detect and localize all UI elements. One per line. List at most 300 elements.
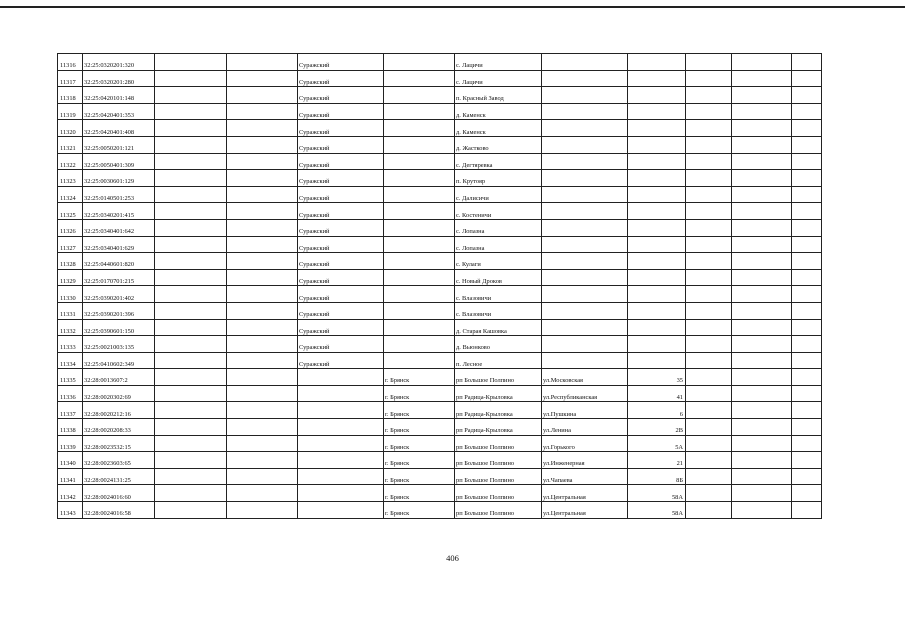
cell-settlement: с. Лопазна bbox=[455, 236, 542, 253]
table-row bbox=[58, 452, 822, 469]
cell-street bbox=[542, 70, 628, 87]
cell-empty bbox=[792, 435, 822, 452]
cell-settlement: д. Жастково bbox=[455, 136, 542, 153]
cell-district bbox=[298, 402, 384, 419]
cell-empty bbox=[792, 419, 822, 436]
cell-city bbox=[384, 286, 455, 303]
cell-street bbox=[542, 236, 628, 253]
cell-district bbox=[298, 485, 384, 502]
cell-empty bbox=[732, 352, 792, 369]
cell-empty bbox=[155, 402, 227, 419]
cell-empty bbox=[227, 269, 298, 286]
cell-district: Суражский bbox=[298, 219, 384, 236]
table-row bbox=[58, 70, 822, 87]
cell-street bbox=[542, 186, 628, 203]
cell-empty bbox=[686, 70, 732, 87]
table-row bbox=[58, 103, 822, 120]
cell-empty bbox=[732, 136, 792, 153]
cell-city bbox=[384, 70, 455, 87]
cell-record-number: 11325 bbox=[58, 203, 83, 220]
cell-district: Суражский bbox=[298, 153, 384, 170]
cell-empty bbox=[686, 336, 732, 353]
cell-empty bbox=[155, 253, 227, 270]
cell-empty bbox=[732, 319, 792, 336]
cell-empty bbox=[792, 319, 822, 336]
cell-empty bbox=[732, 502, 792, 519]
cell-record-number: 11326 bbox=[58, 219, 83, 236]
cell-empty bbox=[732, 485, 792, 502]
cell-house: 35 bbox=[628, 369, 686, 386]
cell-record-number: 11328 bbox=[58, 253, 83, 270]
cell-empty bbox=[686, 136, 732, 153]
cell-city: г. Брянск bbox=[384, 402, 455, 419]
registry-table bbox=[57, 53, 822, 519]
cell-street: ул.Центральная bbox=[542, 485, 628, 502]
cell-empty bbox=[792, 485, 822, 502]
cell-empty bbox=[155, 502, 227, 519]
cell-empty bbox=[155, 153, 227, 170]
cell-record-number: 11321 bbox=[58, 136, 83, 153]
cell-settlement: п. Лесное bbox=[455, 352, 542, 369]
cell-settlement: д. Каменск bbox=[455, 103, 542, 120]
table-row bbox=[58, 269, 822, 286]
cell-cadastral-number: 32:25:0410602:349 bbox=[83, 352, 155, 369]
cell-house bbox=[628, 302, 686, 319]
cell-settlement: рп Большое Полпино bbox=[455, 435, 542, 452]
cell-settlement: рп Радица-Крыловка bbox=[455, 385, 542, 402]
cell-empty bbox=[686, 302, 732, 319]
cell-empty bbox=[686, 402, 732, 419]
cell-empty bbox=[732, 385, 792, 402]
cell-district: Суражский bbox=[298, 203, 384, 220]
cell-empty bbox=[686, 54, 732, 71]
cell-house bbox=[628, 253, 686, 270]
cell-empty bbox=[732, 286, 792, 303]
page-number: 406 bbox=[446, 553, 459, 563]
cell-cadastral-number: 32:28:0020302:69 bbox=[83, 385, 155, 402]
cell-record-number: 11331 bbox=[58, 302, 83, 319]
cell-house bbox=[628, 336, 686, 353]
cell-record-number: 11338 bbox=[58, 419, 83, 436]
cell-empty bbox=[686, 203, 732, 220]
cell-city bbox=[384, 120, 455, 137]
cell-empty bbox=[155, 435, 227, 452]
cell-city bbox=[384, 87, 455, 104]
cell-empty bbox=[732, 120, 792, 137]
cell-empty bbox=[227, 352, 298, 369]
cell-record-number: 11334 bbox=[58, 352, 83, 369]
cell-empty bbox=[792, 136, 822, 153]
cell-house: 58А bbox=[628, 485, 686, 502]
cell-house: 5А bbox=[628, 435, 686, 452]
cell-district: Суражский bbox=[298, 136, 384, 153]
cell-empty bbox=[732, 170, 792, 187]
table-row bbox=[58, 402, 822, 419]
cell-house bbox=[628, 153, 686, 170]
cell-empty bbox=[155, 319, 227, 336]
cell-empty bbox=[792, 336, 822, 353]
cell-empty bbox=[792, 170, 822, 187]
cell-settlement: д. Вьюнково bbox=[455, 336, 542, 353]
cell-house bbox=[628, 352, 686, 369]
cell-cadastral-number: 32:25:0440601:820 bbox=[83, 253, 155, 270]
cell-street bbox=[542, 302, 628, 319]
cell-house bbox=[628, 103, 686, 120]
cell-empty bbox=[686, 286, 732, 303]
table-row bbox=[58, 54, 822, 71]
cell-empty bbox=[227, 485, 298, 502]
cell-settlement: с. Далисичи bbox=[455, 186, 542, 203]
cell-empty bbox=[792, 352, 822, 369]
cell-district: Суражский bbox=[298, 269, 384, 286]
cell-cadastral-number: 32:25:0140501:253 bbox=[83, 186, 155, 203]
cell-house bbox=[628, 286, 686, 303]
cell-empty bbox=[227, 419, 298, 436]
cell-house: 41 bbox=[628, 385, 686, 402]
cell-settlement: с. Лацичи bbox=[455, 70, 542, 87]
cell-empty bbox=[227, 286, 298, 303]
cell-empty bbox=[792, 452, 822, 469]
cell-empty bbox=[792, 153, 822, 170]
cell-empty bbox=[227, 435, 298, 452]
cell-empty bbox=[686, 153, 732, 170]
cell-house: 6 bbox=[628, 402, 686, 419]
cell-street bbox=[542, 352, 628, 369]
cell-empty bbox=[732, 70, 792, 87]
cell-city bbox=[384, 54, 455, 71]
table-row bbox=[58, 419, 822, 436]
cell-settlement: рп Большое Полпино bbox=[455, 452, 542, 469]
cell-street bbox=[542, 319, 628, 336]
cell-city bbox=[384, 269, 455, 286]
cell-empty bbox=[686, 319, 732, 336]
cell-city bbox=[384, 236, 455, 253]
cell-empty bbox=[732, 253, 792, 270]
cell-empty bbox=[792, 402, 822, 419]
cell-empty bbox=[227, 302, 298, 319]
cell-empty bbox=[792, 87, 822, 104]
cell-street: ул.Пушкина bbox=[542, 402, 628, 419]
cell-district: Суражский bbox=[298, 120, 384, 137]
cell-empty bbox=[732, 203, 792, 220]
cell-empty bbox=[792, 54, 822, 71]
cell-district: Суражский bbox=[298, 186, 384, 203]
cell-empty bbox=[155, 70, 227, 87]
cell-empty bbox=[686, 170, 732, 187]
cell-empty bbox=[155, 87, 227, 104]
cell-settlement: д. Каменск bbox=[455, 120, 542, 137]
table-row bbox=[58, 170, 822, 187]
cell-city: г. Брянск bbox=[384, 369, 455, 386]
table-row bbox=[58, 385, 822, 402]
cell-empty bbox=[686, 269, 732, 286]
cell-city bbox=[384, 219, 455, 236]
cell-empty bbox=[792, 286, 822, 303]
cell-empty bbox=[227, 153, 298, 170]
cell-cadastral-number: 32:25:0390201:402 bbox=[83, 286, 155, 303]
cell-empty bbox=[227, 87, 298, 104]
cell-empty bbox=[792, 502, 822, 519]
cell-street bbox=[542, 120, 628, 137]
cell-record-number: 11341 bbox=[58, 468, 83, 485]
cell-cadastral-number: 32:25:0320201:280 bbox=[83, 70, 155, 87]
table-row bbox=[58, 236, 822, 253]
table-row bbox=[58, 502, 822, 519]
cell-empty bbox=[155, 170, 227, 187]
cell-settlement: с. Влазовичи bbox=[455, 286, 542, 303]
cell-empty bbox=[792, 253, 822, 270]
cell-empty bbox=[686, 253, 732, 270]
cell-empty bbox=[227, 70, 298, 87]
cell-district: Суражский bbox=[298, 302, 384, 319]
cell-record-number: 11316 bbox=[58, 54, 83, 71]
cell-cadastral-number: 32:28:0020208:33 bbox=[83, 419, 155, 436]
cell-record-number: 11332 bbox=[58, 319, 83, 336]
cell-empty bbox=[155, 336, 227, 353]
cell-empty bbox=[227, 452, 298, 469]
cell-house bbox=[628, 87, 686, 104]
cell-street bbox=[542, 87, 628, 104]
table-row bbox=[58, 468, 822, 485]
cell-empty bbox=[227, 203, 298, 220]
cell-settlement: с. Лацичи bbox=[455, 54, 542, 71]
cell-house: 21 bbox=[628, 452, 686, 469]
cell-empty bbox=[155, 103, 227, 120]
cell-city bbox=[384, 336, 455, 353]
cell-empty bbox=[155, 219, 227, 236]
cell-house bbox=[628, 203, 686, 220]
cell-record-number: 11324 bbox=[58, 186, 83, 203]
cell-cadastral-number: 32:28:0013607:2 bbox=[83, 369, 155, 386]
cell-street bbox=[542, 136, 628, 153]
cell-cadastral-number: 32:25:0340401:629 bbox=[83, 236, 155, 253]
cell-district: Суражский bbox=[298, 319, 384, 336]
cell-empty bbox=[227, 54, 298, 71]
table-row bbox=[58, 153, 822, 170]
cell-cadastral-number: 32:25:0390201:396 bbox=[83, 302, 155, 319]
cell-street: ул.Горького bbox=[542, 435, 628, 452]
cell-city bbox=[384, 186, 455, 203]
cell-empty bbox=[227, 120, 298, 137]
cell-empty bbox=[227, 319, 298, 336]
cell-empty bbox=[227, 402, 298, 419]
cell-cadastral-number: 32:28:0024016:58 bbox=[83, 502, 155, 519]
cell-settlement: с. Кулаги bbox=[455, 253, 542, 270]
cell-street: ул.Московская bbox=[542, 369, 628, 386]
cell-street bbox=[542, 336, 628, 353]
cell-settlement: с. Костеничи bbox=[455, 203, 542, 220]
table-row bbox=[58, 203, 822, 220]
cell-cadastral-number: 32:25:0390601:150 bbox=[83, 319, 155, 336]
cell-street: ул.Республиканская bbox=[542, 385, 628, 402]
cell-house bbox=[628, 70, 686, 87]
cell-empty bbox=[686, 435, 732, 452]
cell-house bbox=[628, 219, 686, 236]
cell-empty bbox=[686, 236, 732, 253]
cell-record-number: 11323 bbox=[58, 170, 83, 187]
cell-street: ул.Центральная bbox=[542, 502, 628, 519]
cell-empty bbox=[732, 54, 792, 71]
cell-record-number: 11322 bbox=[58, 153, 83, 170]
cell-empty bbox=[732, 419, 792, 436]
cell-house bbox=[628, 136, 686, 153]
cell-house bbox=[628, 269, 686, 286]
cell-empty bbox=[792, 219, 822, 236]
table-row bbox=[58, 435, 822, 452]
cell-record-number: 11330 bbox=[58, 286, 83, 303]
cell-district: Суражский bbox=[298, 103, 384, 120]
cell-empty bbox=[686, 103, 732, 120]
cell-city: г. Брянск bbox=[384, 419, 455, 436]
cell-district bbox=[298, 369, 384, 386]
cell-empty bbox=[732, 236, 792, 253]
cell-empty bbox=[227, 103, 298, 120]
cell-empty bbox=[227, 369, 298, 386]
cell-cadastral-number: 32:28:0023532:15 bbox=[83, 435, 155, 452]
table-row bbox=[58, 286, 822, 303]
cell-city bbox=[384, 319, 455, 336]
cell-city: г. Брянск bbox=[384, 385, 455, 402]
table-row bbox=[58, 120, 822, 137]
cell-empty bbox=[686, 419, 732, 436]
cell-house bbox=[628, 319, 686, 336]
cell-city bbox=[384, 170, 455, 187]
cell-district: Суражский bbox=[298, 286, 384, 303]
table-row bbox=[58, 302, 822, 319]
cell-empty bbox=[686, 352, 732, 369]
cell-record-number: 11333 bbox=[58, 336, 83, 353]
cell-settlement: рп Большое Полпино bbox=[455, 485, 542, 502]
cell-empty bbox=[686, 219, 732, 236]
cell-city: г. Брянск bbox=[384, 485, 455, 502]
cell-cadastral-number: 32:25:0340201:415 bbox=[83, 203, 155, 220]
cell-empty bbox=[155, 186, 227, 203]
table-body bbox=[58, 54, 822, 519]
cell-empty bbox=[686, 385, 732, 402]
cell-empty bbox=[792, 120, 822, 137]
cell-empty bbox=[155, 385, 227, 402]
cell-city bbox=[384, 253, 455, 270]
cell-house bbox=[628, 186, 686, 203]
cell-street bbox=[542, 103, 628, 120]
cell-cadastral-number: 32:25:0320201:320 bbox=[83, 54, 155, 71]
cell-settlement: п. Красный Завод bbox=[455, 87, 542, 104]
cell-cadastral-number: 32:28:0023603:65 bbox=[83, 452, 155, 469]
cell-cadastral-number: 32:25:0030601:129 bbox=[83, 170, 155, 187]
cell-empty bbox=[227, 385, 298, 402]
cell-settlement: с. Дегтяревка bbox=[455, 153, 542, 170]
cell-empty bbox=[155, 54, 227, 71]
cell-record-number: 11339 bbox=[58, 435, 83, 452]
cell-empty bbox=[155, 485, 227, 502]
cell-empty bbox=[732, 269, 792, 286]
cell-record-number: 11318 bbox=[58, 87, 83, 104]
cell-cadastral-number: 32:25:0170701:215 bbox=[83, 269, 155, 286]
top-border-line bbox=[0, 6, 905, 8]
cell-empty bbox=[686, 120, 732, 137]
table-row bbox=[58, 136, 822, 153]
cell-empty bbox=[792, 369, 822, 386]
cell-empty bbox=[732, 302, 792, 319]
cell-record-number: 11343 bbox=[58, 502, 83, 519]
cell-empty bbox=[686, 485, 732, 502]
cell-cadastral-number: 32:28:0024131:25 bbox=[83, 468, 155, 485]
cell-empty bbox=[732, 452, 792, 469]
cell-empty bbox=[155, 269, 227, 286]
cell-cadastral-number: 32:25:0420101:148 bbox=[83, 87, 155, 104]
cell-empty bbox=[155, 468, 227, 485]
cell-street bbox=[542, 54, 628, 71]
cell-cadastral-number: 32:25:0050401:309 bbox=[83, 153, 155, 170]
cell-empty bbox=[792, 236, 822, 253]
cell-empty bbox=[732, 468, 792, 485]
cell-city bbox=[384, 203, 455, 220]
cell-empty bbox=[227, 186, 298, 203]
cell-street bbox=[542, 253, 628, 270]
cell-cadastral-number: 32:25:0420401:408 bbox=[83, 120, 155, 137]
cell-district bbox=[298, 502, 384, 519]
cell-empty bbox=[227, 253, 298, 270]
cell-empty bbox=[686, 186, 732, 203]
cell-city: г. Брянск bbox=[384, 502, 455, 519]
cell-city: г. Брянск bbox=[384, 452, 455, 469]
cell-settlement: рп Большое Полпино bbox=[455, 369, 542, 386]
cell-empty bbox=[732, 87, 792, 104]
cell-empty bbox=[732, 402, 792, 419]
cell-empty bbox=[227, 236, 298, 253]
cell-empty bbox=[155, 419, 227, 436]
table-row bbox=[58, 186, 822, 203]
cell-empty bbox=[732, 153, 792, 170]
cell-empty bbox=[155, 120, 227, 137]
cell-record-number: 11335 bbox=[58, 369, 83, 386]
cell-street bbox=[542, 269, 628, 286]
cell-house: 8Б bbox=[628, 468, 686, 485]
cell-street bbox=[542, 286, 628, 303]
table-row bbox=[58, 219, 822, 236]
cell-cadastral-number: 32:25:0420401:353 bbox=[83, 103, 155, 120]
cell-empty bbox=[792, 103, 822, 120]
cell-empty bbox=[792, 186, 822, 203]
cell-settlement: рп Радица-Крыловка bbox=[455, 402, 542, 419]
table-row bbox=[58, 485, 822, 502]
cell-record-number: 11336 bbox=[58, 385, 83, 402]
cell-house: 2В bbox=[628, 419, 686, 436]
cell-empty bbox=[155, 302, 227, 319]
cell-empty bbox=[732, 369, 792, 386]
cell-empty bbox=[155, 369, 227, 386]
cell-district bbox=[298, 452, 384, 469]
cell-street: ул.Ленина bbox=[542, 419, 628, 436]
cell-empty bbox=[732, 435, 792, 452]
cell-city bbox=[384, 136, 455, 153]
cell-empty bbox=[732, 219, 792, 236]
cell-empty bbox=[792, 203, 822, 220]
cell-settlement: с. Влазовичи bbox=[455, 302, 542, 319]
cell-district: Суражский bbox=[298, 236, 384, 253]
cell-street bbox=[542, 203, 628, 220]
table-row bbox=[58, 369, 822, 386]
cell-empty bbox=[227, 468, 298, 485]
cell-street bbox=[542, 170, 628, 187]
cell-empty bbox=[686, 452, 732, 469]
table-row bbox=[58, 352, 822, 369]
cell-record-number: 11342 bbox=[58, 485, 83, 502]
cell-district: Суражский bbox=[298, 253, 384, 270]
cell-settlement: п. Крутояр bbox=[455, 170, 542, 187]
table-row bbox=[58, 87, 822, 104]
cell-empty bbox=[792, 269, 822, 286]
